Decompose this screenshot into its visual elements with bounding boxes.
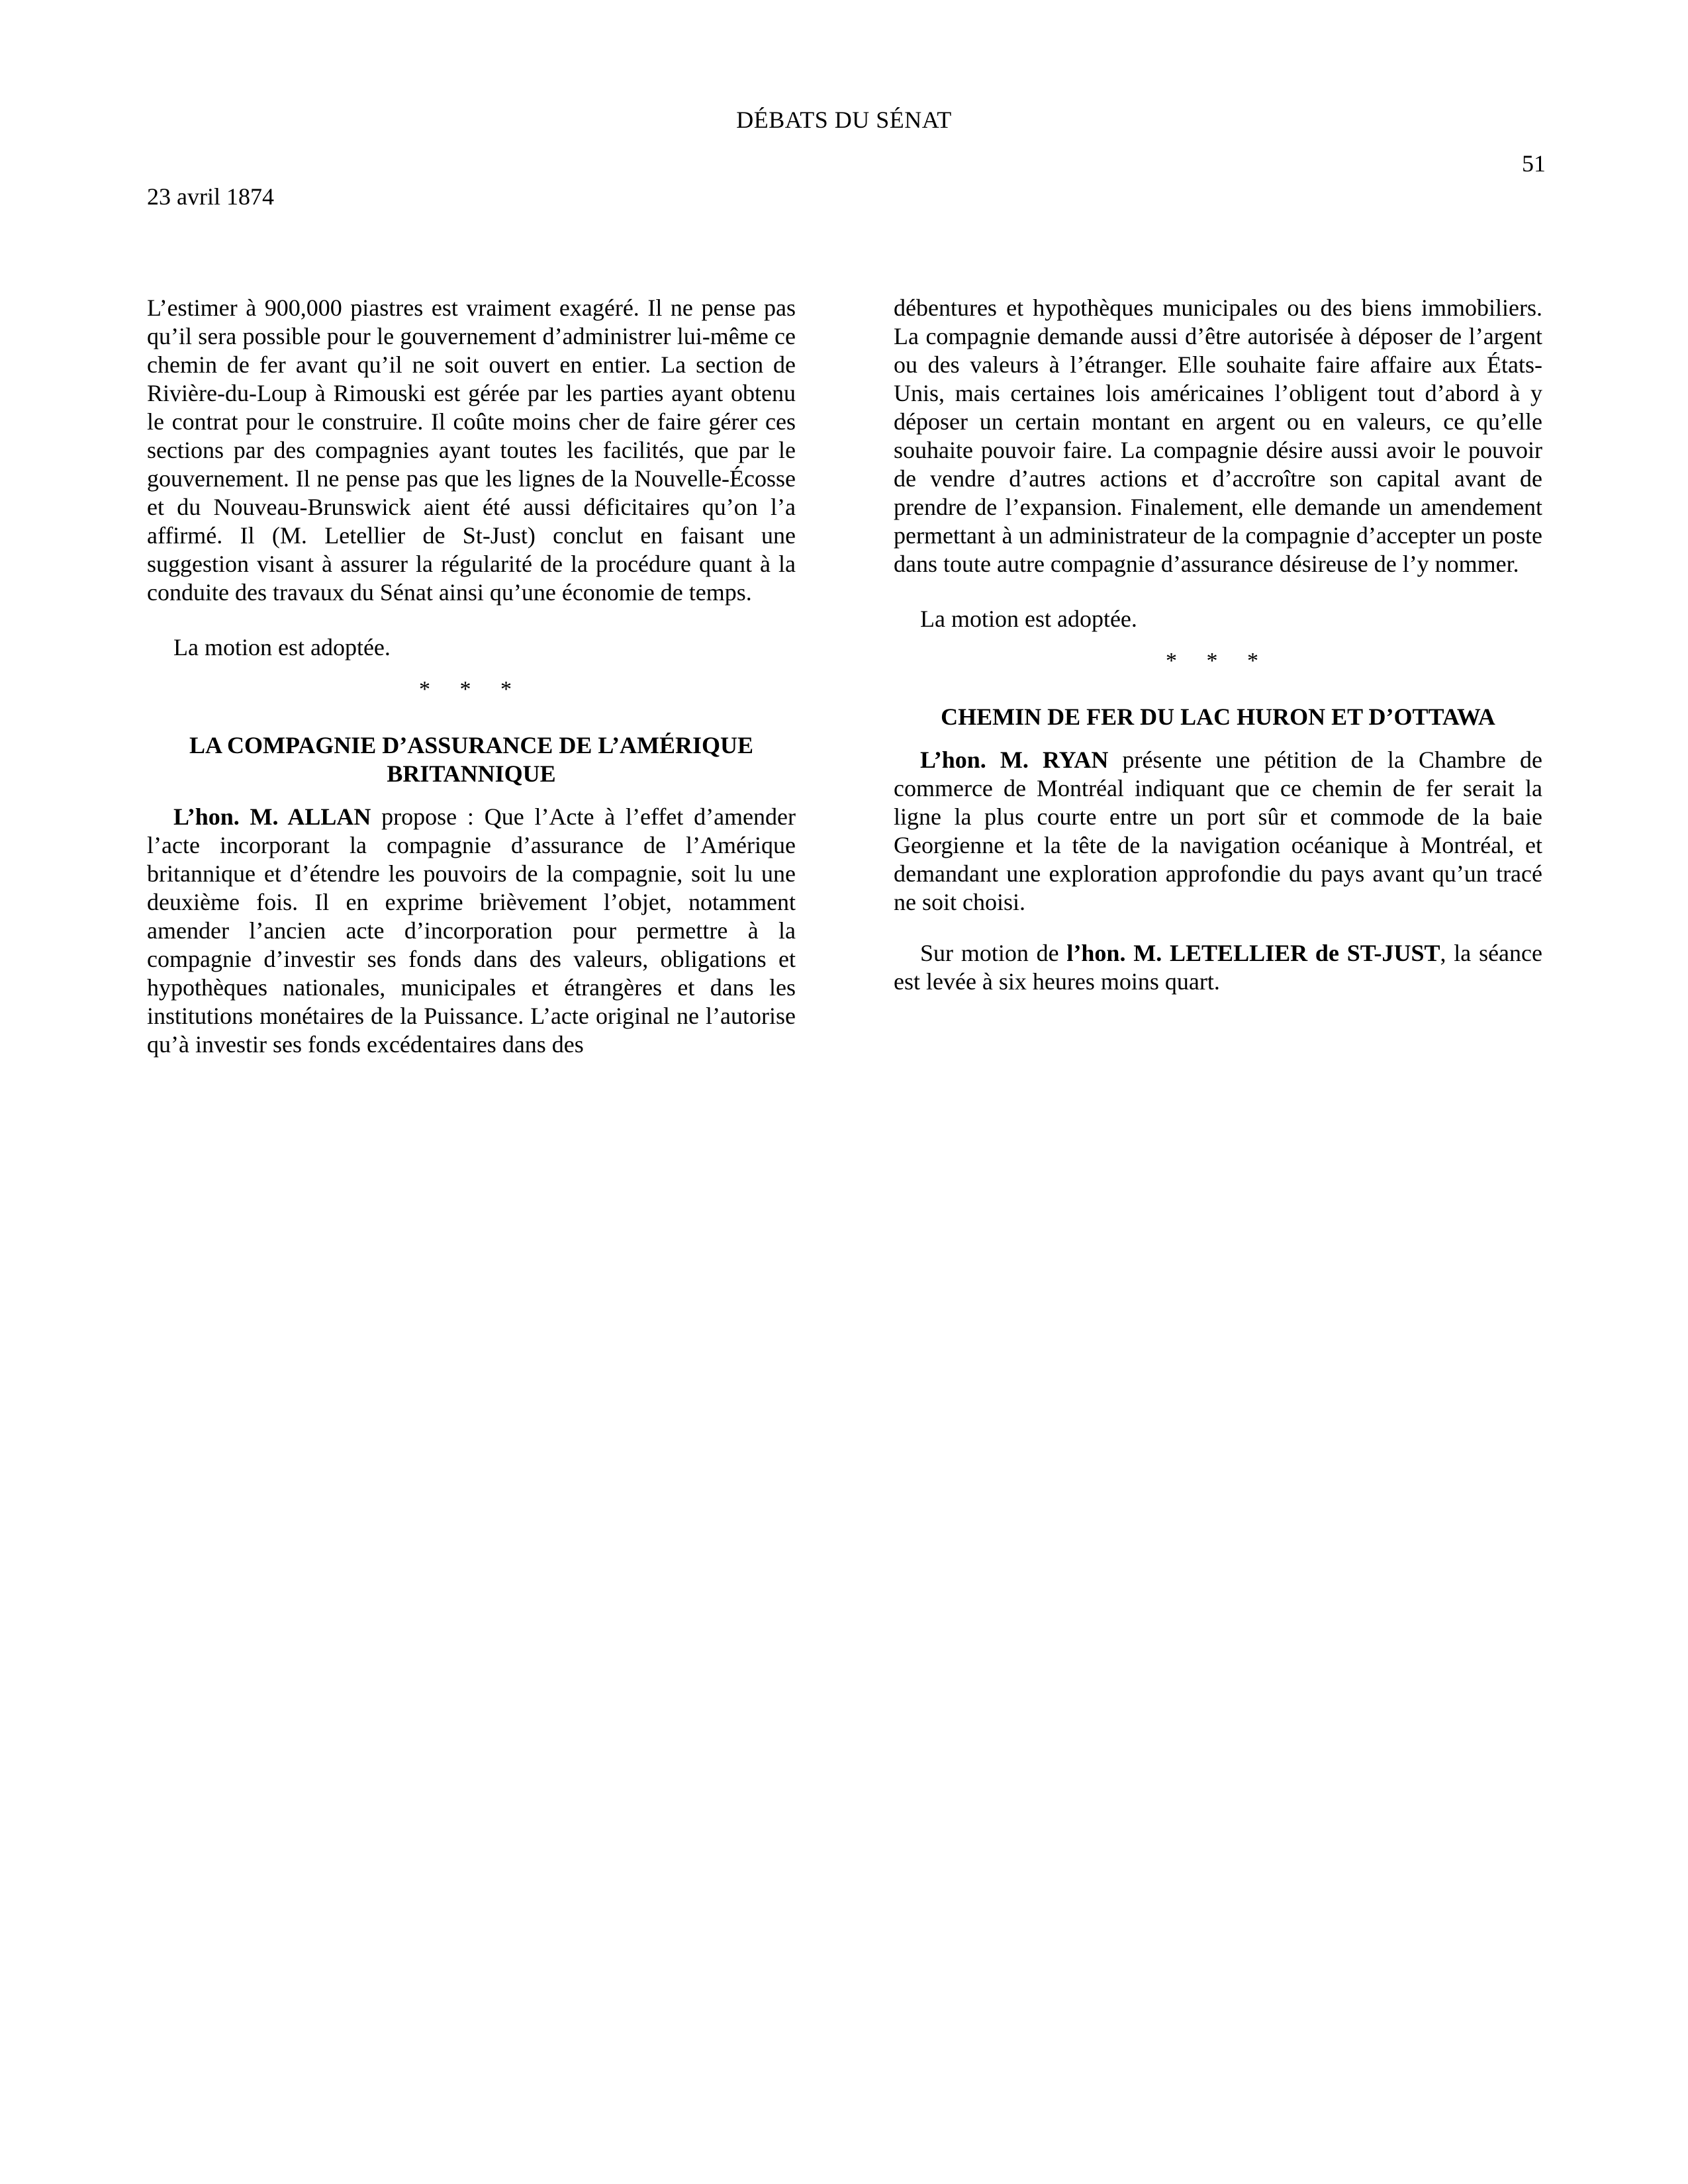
right-speech-text: présente une pétition de la Chambre de commerce de Montréal indiquant que ce chemin de fer serait la ligne la plus courte entre un port sûr et commode de la baie Georgienne et la tête de la navigation océanique à Montréal, et demandant une exploration approfondie du pays avant qu’un tracé ne soit choisi. [894,747,1542,915]
adjournment-prefix: Sur motion de [920,940,1067,966]
right-speaker-name: L’hon. M. RYAN [920,747,1109,773]
left-speech-text: propose : Que l’Acte à l’effet d’amender l’acte incorporant la compagnie d’assurance de l’Amérique britannique et d’étendre les pouvoirs de la compagnie, soit lu une deuxième fois. Il en exprime brièvement l’objet, notamment amender l’ancien acte d’incorporation pour permettre à la compagnie d’investir ses fonds dans des valeurs, obligations et hypothèques nationales, municipales et étrangères et dans les institutions monétaires de la Puissance. L’acte original ne l’autorise qu’à investir ses fonds excédentaires dans des [147,803,796,1058]
session-date: 23 avril 1874 [147,183,274,210]
right-speech-paragraph [894,746,1542,917]
left-motion-adopted: La motion est adoptée. [173,634,391,660]
adjournment-suffix: , la séance est levée à six heures moins quart. [894,940,1542,995]
left-paragraph-continuation: L’estimer à 900,000 piastres est vraiment exagéré. Il ne pense pas qu’il sera possible pour le gouvernement d’administrer lui-même ce chemin de fer avant qu’il ne soit ouvert en entier. La section de Rivière-du-Loup à Rimouski est gérée par les parties ayant obtenu le contrat pour le construire. Il coûte moins cher de faire gérer ces sections par des compagnies ayant toutes les facilités, que par le gouvernement. Il ne pense pas que les lignes de la Nouvelle-Écosse et du Nouveau-Brunswick aient été aussi déficitaires qu’on l’a affirmé. Il (M. Letellier de St-Just) conclut en faisant une suggestion visant à assurer la régularité de la procédure quant à la conduite des travaux du Sénat ainsi qu’une économie de temps. [147,295,796,606]
page-number: 51 [1522,150,1546,177]
left-section-heading: LA COMPAGNIE D’ASSURANCE DE L’AMÉRIQUE BRITANNIQUE [189,732,754,787]
left-speech-paragraph [147,803,796,1059]
right-section-heading: CHEMIN DE FER DU LAC HURON ET D’OTTAWA [941,704,1495,730]
right-column [894,294,1542,996]
right-motion-adopted: La motion est adoptée. [920,606,1137,632]
right-paragraph-continuation: débentures et hypothèques municipales ou des biens immobiliers. La compagnie demande aussi d’être autorisée à déposer de l’argent ou des valeurs à l’étranger. Elle souhaite faire affaire aux États-Unis, mais certaines lois américaines l’obligent tout d’abord à y déposer un certain montant en argent ou en valeurs, ce qu’elle souhaite pouvoir faire. La compagnie désire aussi avoir le pouvoir de vendre d’autres actions et d’accroître son capital avant de prendre de l’expansion. Finalement, elle demande un amendement permettant à un administrateur de la compagnie d’accepter un poste dans toute autre compagnie d’assurance désireuse de l’y nommer. [894,295,1542,577]
adjournment-paragraph [894,939,1542,996]
right-section-separator: * * * [1166,649,1270,673]
left-section-separator: * * * [419,677,524,702]
left-speaker-name: L’hon. M. ALLAN [173,803,371,830]
adjournment-speaker-name: l’hon. M. LETELLIER de ST-JUST [1066,940,1440,966]
running-head-title: DÉBATS DU SÉNAT [736,107,952,133]
left-column [147,294,796,1059]
